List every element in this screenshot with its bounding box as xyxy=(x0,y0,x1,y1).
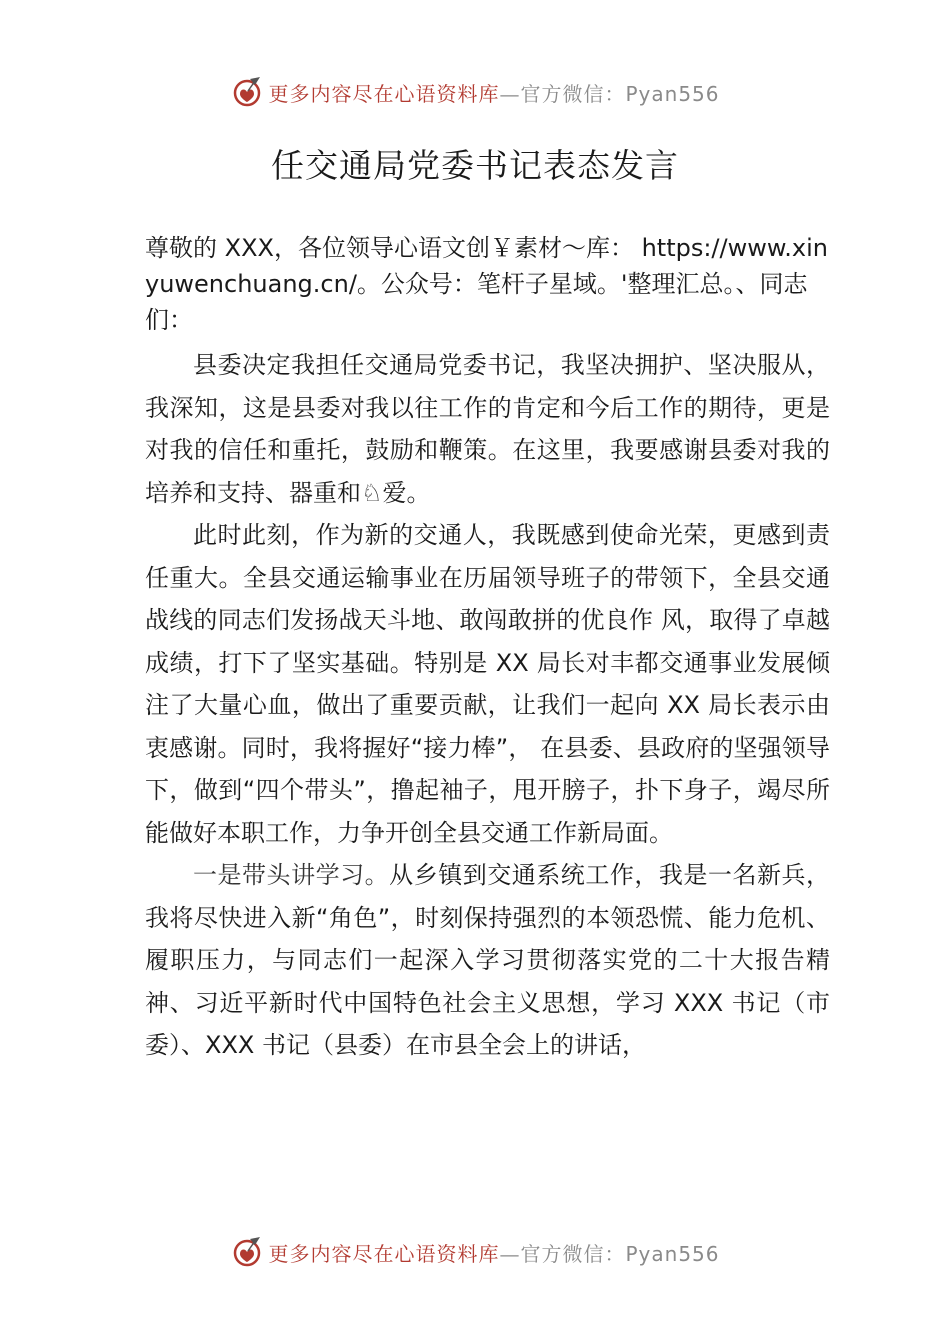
document-body xyxy=(145,230,830,1067)
paragraph-3 xyxy=(145,854,830,1067)
salutation: 尊敬的 XXX，各位领导心语文创￥素材～库： https://www.xinyuwenchuang.cn/。公众号：笔杆子星域。'整理汇总。、同志们： xyxy=(145,234,829,334)
watermark-main: 更多内容尽在心语资料库 xyxy=(268,1241,500,1266)
watermark-wechat-id: Pyan556 xyxy=(625,81,720,106)
watermark-text xyxy=(268,78,719,107)
header-watermark-banner xyxy=(0,72,950,112)
watermark-separator: — xyxy=(499,1241,521,1266)
quill-heart-logo-icon xyxy=(230,75,264,109)
paragraph-2: 此时此刻，作为新的交通人，我既感到使命光荣，更感到责任重大。全县交通运输事业在历届领导班子的带领下，全县交通战线的同志们发扬战天斗地、敢闯敢拼的优良作 风，取得了卓越成绩，打下了坚实基础。特别是 XX 局长对丰都交通事业发展倾注了大量心血，做出了重要贡献，让我们一起向 XX 局长表示由衷感谢。同时，我将握好“接力棒”， 在县委、县政府的坚强领导下，做到“四个带头”，撸起袖子，甩开膀子，扑下身子，竭尽所能做好本职工作，力争开创全县交通工作新局面。 xyxy=(145,521,830,847)
paragraph-3-lead: 一是带头讲学习。 xyxy=(193,861,390,889)
watermark-text xyxy=(268,1238,719,1267)
watermark-separator: — xyxy=(499,81,521,106)
document-title: 任交通局党委书记表态发言 xyxy=(271,146,679,185)
watermark-wechat-label: 官方微信： xyxy=(520,81,626,106)
paragraph-1: 县委决定我担任交通局党委书记，我坚决拥护、坚决服从，我深知，这是县委对我以往工作的肯定和今后工作的期待，更是对我的信任和重托，鼓励和鞭策。在这里，我要感谢县委对我的培养和支持、器重和♘爱。 xyxy=(145,351,830,507)
watermark-wechat-id: Pyan556 xyxy=(625,1241,720,1266)
watermark-main: 更多内容尽在心语资料库 xyxy=(268,81,500,106)
footer-watermark-banner xyxy=(0,1232,950,1272)
paragraph-3-body: 从乡镇到交通系统工作，我是一名新兵，我将尽快进入新“角色”，时刻保持强烈的本领恐慌、能力危机、履职压力，与同志们一起深入学习贯彻落实党的二十大报告精神、习近平新时代中国特色社会主义思想，学习 XXX 书记（市委）、XXX 书记（县委）在市县全会上的讲话， xyxy=(145,861,831,1059)
watermark-wechat-label: 官方微信： xyxy=(520,1241,626,1266)
quill-heart-logo-icon xyxy=(230,1235,264,1269)
